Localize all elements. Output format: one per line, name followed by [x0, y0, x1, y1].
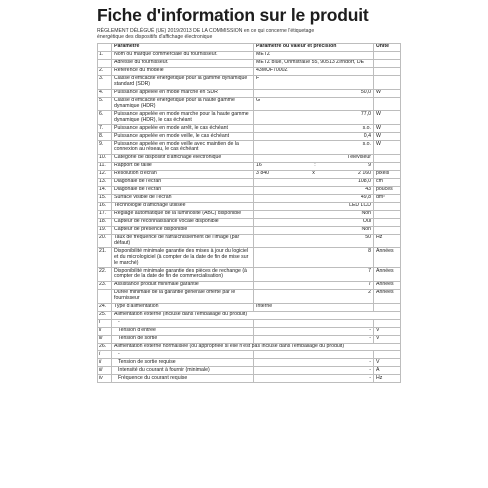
row-unit: V: [374, 327, 401, 335]
row-unit: Hz: [374, 375, 401, 383]
row-unit: [374, 226, 401, 234]
table-row: [98, 59, 401, 67]
value-part: 16: [256, 162, 262, 169]
row-parameter: Surface visible de l'écran: [112, 194, 254, 202]
row-number: 19.: [98, 226, 112, 234]
row-parameter: Résolution d'écran: [112, 170, 254, 178]
row-number: iv: [98, 375, 112, 383]
row-parameter: Tension de sortie: [112, 335, 254, 343]
row-number: 8.: [98, 133, 112, 141]
table-row: [98, 133, 401, 141]
row-number: 10.: [98, 154, 112, 162]
table-row: [98, 178, 401, 186]
row-unit: pixels: [374, 170, 401, 178]
row-value: -: [254, 375, 374, 383]
table-row: [98, 234, 401, 248]
row-unit: [374, 67, 401, 75]
row-number: 18.: [98, 218, 112, 226]
row-number: 23.: [98, 281, 112, 289]
row-parameter: Capteur de reconnaissance vocale disponible: [112, 218, 254, 226]
table-row: [98, 289, 401, 303]
row-unit: [374, 210, 401, 218]
row-number: [98, 289, 112, 303]
row-value: METZ blue, Ohmstraße 55, 90513 Zirndorf, DE: [254, 59, 374, 67]
table-row: [98, 202, 401, 210]
row-value: s.o.: [254, 125, 374, 133]
row-value: [254, 351, 374, 359]
row-value: 0,4: [254, 133, 374, 141]
row-parameter: Référence du modèle: [112, 67, 254, 75]
row-parameter: Alimentation externe normalisée (ou appropriée si elle n'est pas incluse dans l'emballage du produit): [112, 343, 401, 351]
value-separator: x: [312, 170, 315, 177]
row-value: [254, 170, 374, 178]
row-number: 16.: [98, 202, 112, 210]
row-parameter: Réglage automatique de la luminosité (ABC) disponible: [112, 210, 254, 218]
row-number: 11.: [98, 162, 112, 170]
table-row: [98, 111, 401, 125]
row-value: s.o.: [254, 141, 374, 155]
row-value: 7: [254, 281, 374, 289]
table-row: [98, 335, 401, 343]
row-unit: Années: [374, 248, 401, 268]
row-unit: V: [374, 335, 401, 343]
row-parameter: Classe d'efficacité énergétique pour la gamme dynamique standard (SDR): [112, 75, 254, 89]
row-unit: [374, 351, 401, 359]
row-unit: W: [374, 111, 401, 125]
table-row: [98, 268, 401, 282]
row-value: 43: [254, 186, 374, 194]
table-row: [98, 359, 401, 367]
row-value: -: [254, 327, 374, 335]
row-parameter: Adresse du fournisseur.: [112, 59, 254, 67]
row-parameter: Capteur de présence disponible: [112, 226, 254, 234]
row-unit: W: [374, 89, 401, 97]
row-parameter: Fréquence du courant requise: [112, 375, 254, 383]
value-separator: :: [314, 162, 316, 169]
row-value: Interne: [254, 303, 374, 311]
row-value: -: [254, 367, 374, 375]
row-value: 50,0: [254, 89, 374, 97]
row-number: i: [98, 319, 112, 327]
row-value: -: [254, 359, 374, 367]
row-number: 12.: [98, 170, 112, 178]
row-value: Oui: [254, 218, 374, 226]
row-value: 43MUF7000Z: [254, 67, 374, 75]
table-row: [98, 51, 401, 59]
row-number: 20.: [98, 234, 112, 248]
page-title: Fiche d'information sur le produit: [97, 5, 369, 25]
row-number: 7.: [98, 125, 112, 133]
row-number: 25.: [98, 311, 112, 319]
row-unit: [374, 218, 401, 226]
row-value: 2: [254, 289, 374, 303]
table-row: [98, 218, 401, 226]
table-row: [98, 367, 401, 375]
row-unit: [374, 202, 401, 210]
row-number: 3.: [98, 75, 112, 89]
row-value: 7: [254, 268, 374, 282]
row-number: 9.: [98, 141, 112, 155]
table-row: [98, 210, 401, 218]
row-parameter: -: [112, 351, 254, 359]
row-value: 108,0: [254, 178, 374, 186]
product-info-table: [97, 43, 401, 384]
row-parameter: Puissance appelée en mode veille, le cas échéant: [112, 133, 254, 141]
row-parameter: Nom ou marque commerciale du fournisseur.: [112, 51, 254, 59]
row-unit: Années: [374, 281, 401, 289]
table-row: [98, 194, 401, 202]
table-row: [98, 351, 401, 359]
table-row: [98, 319, 401, 327]
row-unit: [374, 154, 401, 162]
table-row: [98, 67, 401, 75]
row-number: i: [98, 351, 112, 359]
row-value: LED LCD: [254, 202, 374, 210]
row-unit: Années: [374, 289, 401, 303]
row-unit: [374, 51, 401, 59]
table-row: [98, 170, 401, 178]
row-unit: W: [374, 141, 401, 155]
row-value: [254, 162, 374, 170]
row-unit: A: [374, 367, 401, 375]
row-unit: [374, 59, 401, 67]
table-row: [98, 226, 401, 234]
row-number: 17.: [98, 210, 112, 218]
row-unit: [374, 97, 401, 111]
row-parameter: Taux de fréquence de rafraîchissement de l'image (par défaut): [112, 234, 254, 248]
row-number: 21.: [98, 248, 112, 268]
row-number: 24.: [98, 303, 112, 311]
table-row: [98, 327, 401, 335]
row-value: F: [254, 75, 374, 89]
row-number: 14.: [98, 186, 112, 194]
row-number: 15.: [98, 194, 112, 202]
row-unit: [374, 162, 401, 170]
row-value: METZ: [254, 51, 374, 59]
value-part: 2 160: [358, 170, 371, 177]
table-row: [98, 162, 401, 170]
row-parameter: Classe d'efficacité énergétique pour la haute gamme dynamique (HDR): [112, 97, 254, 111]
row-number: ii: [98, 327, 112, 335]
row-value: [254, 319, 374, 327]
row-parameter: Tension de sortie requise: [112, 359, 254, 367]
table-row: [98, 248, 401, 268]
row-unit: W: [374, 133, 401, 141]
row-value: 49,8: [254, 194, 374, 202]
row-parameter: -: [112, 319, 254, 327]
table-header-row: [98, 43, 401, 51]
row-value: Non: [254, 226, 374, 234]
row-number: 6.: [98, 111, 112, 125]
row-number: 1.: [98, 51, 112, 59]
row-value: Non: [254, 210, 374, 218]
row-unit: dm²: [374, 194, 401, 202]
row-number: 5.: [98, 97, 112, 111]
row-unit: Années: [374, 268, 401, 282]
row-number: ii: [98, 359, 112, 367]
row-unit: cm: [374, 178, 401, 186]
row-number: 4.: [98, 89, 112, 97]
table-row: [98, 75, 401, 89]
row-parameter: Disponibilité minimale garantie des pièces de rechange (à compter de la date de fin de commercialisation): [112, 268, 254, 282]
row-parameter: Assistance produit minimale garantie: [112, 281, 254, 289]
table-row: [98, 154, 401, 162]
row-number: 2.: [98, 67, 112, 75]
table-row: [98, 141, 401, 155]
row-parameter: Durée minimale de la garantie générale offerte par le fournisseur: [112, 289, 254, 303]
row-parameter: Rapport de taille: [112, 162, 254, 170]
row-parameter: Puissance appelée en mode veille avec maintien de la connexion au réseau, le cas échéant: [112, 141, 254, 155]
table-row: [98, 89, 401, 97]
row-number: [98, 59, 112, 67]
row-parameter: Tension d'entrée: [112, 327, 254, 335]
row-parameter: Type d'alimentation: [112, 303, 254, 311]
row-parameter: Puissance appelée en mode arrêt, le cas échéant: [112, 125, 254, 133]
row-unit: [374, 303, 401, 311]
header-value: Paramètre ou valeur et précision: [254, 43, 374, 51]
row-parameter: Diagonale de l'écran: [112, 178, 254, 186]
header-unit: Unité: [374, 43, 401, 51]
row-parameter: Intensité du courant à fournir (minimale): [112, 367, 254, 375]
row-unit: [374, 75, 401, 89]
row-value: 77,0: [254, 111, 374, 125]
row-unit: [374, 319, 401, 327]
row-unit: W: [374, 125, 401, 133]
table-row: [98, 311, 401, 319]
row-number: iii: [98, 335, 112, 343]
row-parameter: Technologie d'affichage utilisée: [112, 202, 254, 210]
row-parameter: Disponibilité minimale garantie des mises à jour du logiciel et du micrologiciel (à compter de la date de fin de mise sur le marché): [112, 248, 254, 268]
value-part: 3 840: [256, 170, 269, 177]
row-value: 50: [254, 234, 374, 248]
table-row: [98, 125, 401, 133]
table-row: [98, 303, 401, 311]
table-row: [98, 281, 401, 289]
row-value: Téléviseur: [254, 154, 374, 162]
table-row: [98, 375, 401, 383]
row-parameter: Puissance appelée en mode marche en SDR: [112, 89, 254, 97]
row-value: -: [254, 335, 374, 343]
row-value: 8: [254, 248, 374, 268]
table-row: [98, 97, 401, 111]
header-num: [98, 43, 112, 51]
header-param: Paramètre: [112, 43, 254, 51]
row-parameter: Puissance appelée en mode marche pour la haute gamme dynamique (HDR), le cas échéant: [112, 111, 254, 125]
row-unit: Hz: [374, 234, 401, 248]
row-parameter: Diagonale de l'écran: [112, 186, 254, 194]
table-row: [98, 343, 401, 351]
regulation-intro: RÈGLEMENT DÉLÉGUÉ (UE) 2019/2013 DE LA COMMISSION en ce qui concerne l'étiquetage énergétique des dispositifs d'affichage électronique: [97, 28, 315, 41]
row-unit: V: [374, 359, 401, 367]
row-number: 26.: [98, 343, 112, 351]
row-parameter: Catégorie de dispositif d'affichage électronique: [112, 154, 254, 162]
row-number: iii: [98, 367, 112, 375]
value-part: 9: [368, 162, 371, 169]
row-number: 22.: [98, 268, 112, 282]
row-value: G: [254, 97, 374, 111]
row-number: 13.: [98, 178, 112, 186]
table-row: [98, 186, 401, 194]
row-unit: pouces: [374, 186, 401, 194]
row-parameter: Alimentation externe (incluse dans l'emballage du produit): [112, 311, 401, 319]
